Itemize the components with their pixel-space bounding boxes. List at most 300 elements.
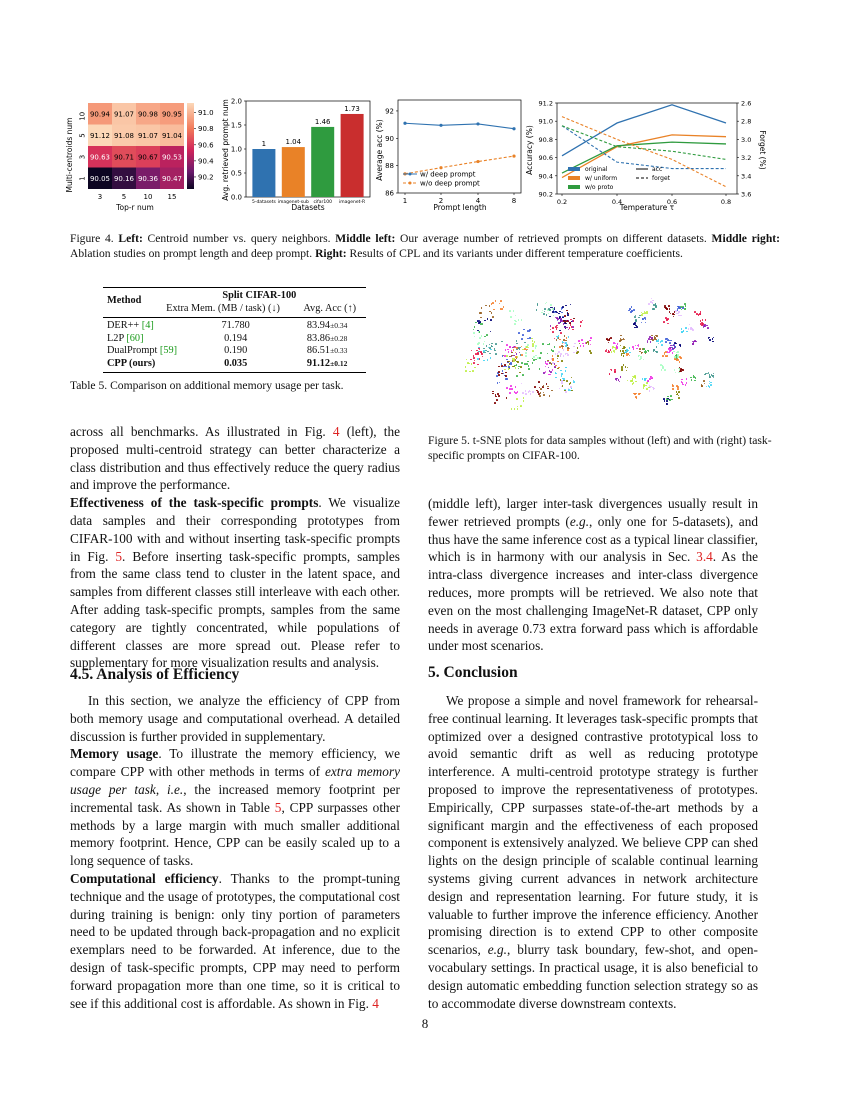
tsne-point	[565, 367, 567, 369]
tsne-point	[567, 314, 569, 316]
temp-y2tick: 3.0	[741, 135, 752, 144]
tsne-point	[509, 392, 511, 394]
table5-row	[103, 358, 366, 371]
tsne-point	[559, 330, 561, 332]
tsne-point	[532, 362, 534, 364]
table5-col-acc: Avg. Acc (↑)	[303, 302, 357, 314]
tsne-point	[516, 364, 518, 366]
line-xtick: 2	[438, 197, 444, 205]
tsne-point	[614, 352, 616, 354]
tsne-point	[478, 347, 480, 349]
tsne-point	[647, 341, 649, 343]
heatmap-ytick: 3	[78, 154, 87, 160]
line-xlabel: Prompt length	[433, 203, 487, 212]
tsne-point	[561, 380, 563, 382]
heatmap-cell-label: 91.07	[113, 110, 135, 119]
tsne-point	[562, 346, 564, 348]
tsne-point	[518, 319, 520, 321]
heatmap-cell-label: 91.08	[113, 131, 135, 140]
tsne-point	[626, 370, 628, 372]
tsne-point	[473, 329, 475, 331]
table5-acc: 91.12±0.12	[306, 357, 348, 369]
tsne-point	[499, 382, 501, 384]
tsne-point	[621, 370, 623, 372]
tsne-point	[673, 316, 675, 318]
table5-citation: [59]	[159, 345, 178, 356]
tsne-point	[492, 302, 494, 304]
bar	[282, 147, 305, 197]
tsne-point	[629, 352, 631, 354]
heatmap-cell-label: 90.71	[113, 153, 135, 162]
tsne-point	[543, 394, 545, 396]
table5-mem: 0.035	[224, 357, 248, 369]
acc-original-line	[562, 105, 726, 156]
tsne-point	[561, 375, 563, 377]
line-legend-nodeep: w/o deep prompt	[420, 179, 480, 188]
tsne-point	[636, 397, 638, 399]
right-para-2: We propose a simple and novel framework for rehearsal-free continual learning. It leverages task-specific prompts that optimized over a designed contrastive prototypical loss to avoid semantic drift as well as reducing prototype interference. A multi-centroid prototype strategy is further proposed to improve the representativeness of prototypes. Empirically, CPP surpasses state-of-the-art methods by a significant margin and the effectiveness of each proposed component is extensively analyzed. We believe CPP can shed lights on the design principle of scalable continual learning systems giving current advances in network architecture design and representation learning. For future study, it is valuable to further improve the inference efficiency. Another promising direction is to extend CPP to other composite scenarios, e.g., blurry task boundary, few-shot, and open-vocabulary settings. In practical usage, it is also beneficial to design automatic embedding function selection strategy so as to accommodate diverse downstream contexts.	[428, 693, 758, 1011]
tsne-point	[548, 367, 550, 369]
tsne-point	[503, 306, 505, 308]
tsne-point	[561, 360, 563, 362]
line-xtick: 1	[402, 197, 408, 205]
tsne-point	[526, 346, 528, 348]
tsne-point	[535, 359, 537, 361]
tsne-point	[704, 383, 706, 385]
tsne-point	[542, 343, 544, 345]
left-para-1: across all benchmarks. As illustrated in Fig. 4 (left), the proposed multi-centroid strategy can better characterize a class distribution and thus effectively reduce the query radius and improve the performance.	[70, 424, 401, 493]
table5-body	[103, 320, 366, 370]
tsne-point	[590, 337, 592, 339]
tsne-point	[537, 357, 539, 359]
tsne-point	[544, 308, 546, 310]
tsne-point	[548, 374, 550, 376]
tsne-point	[557, 358, 559, 360]
forget-original-line	[562, 126, 726, 169]
line-ytick: 86	[385, 189, 394, 198]
tsne-point	[533, 356, 535, 358]
right-para-1: (middle left), larger inter-task divergences usually result in fewer retrieved prompts (e.g., only one for 5-datasets), and thus have the same inference cost as a typical linear classifier, which is in harmony with our analysis in Sec. 3.4. As the intra-class divergence increases and inter-class divergence reduces, more prompts will be retrieved. We also note that even on the most challenging ImageNet-R dataset, CPP only needs in average 0.73 extra forward pass which is affordable under most scenarios.	[428, 496, 758, 654]
tsne-point	[489, 305, 491, 307]
tsne-point	[554, 366, 556, 368]
tsne-point	[668, 352, 670, 354]
tsne-point	[501, 373, 503, 375]
tsne-point	[532, 391, 534, 393]
tsne-point	[534, 386, 536, 388]
tsne-point	[658, 343, 660, 345]
tsne-point	[502, 370, 504, 372]
table5-mem: 0.190	[224, 345, 248, 356]
tsne-point	[538, 381, 540, 383]
tsne-point	[513, 310, 515, 312]
tsne-point	[623, 355, 625, 357]
tsne-point	[686, 331, 688, 333]
tsne-point	[532, 345, 534, 347]
tsne-point	[561, 312, 563, 314]
tsne-point	[685, 305, 687, 307]
tsne-point	[620, 345, 622, 347]
tsne-point	[609, 373, 611, 375]
bar-value-label: 1.04	[285, 138, 302, 147]
tsne-point	[490, 349, 492, 351]
tsne-point	[670, 349, 672, 351]
tsne-point	[680, 357, 682, 359]
tsne-point	[701, 322, 703, 324]
bar-category-label: cifar100	[313, 200, 332, 205]
table5-mem: 0.194	[224, 332, 248, 344]
tsne-point	[565, 391, 567, 393]
bar	[252, 149, 275, 197]
tsne-point	[664, 352, 666, 354]
tsne-point	[494, 350, 496, 352]
tsne-point	[703, 325, 705, 327]
tsne-point	[644, 351, 646, 353]
tsne-point	[557, 361, 559, 363]
bar-ytick: 1.0	[230, 145, 242, 154]
tsne-point	[552, 350, 554, 352]
tsne-point	[495, 300, 497, 302]
tsne-point	[577, 347, 579, 349]
tsne-point	[550, 304, 552, 306]
tsne-point	[646, 388, 648, 390]
temp-legend-forget: forget	[652, 175, 670, 182]
tsne-point	[665, 351, 667, 353]
tsne-point	[676, 394, 678, 396]
table5-mem: 71.780	[221, 320, 250, 331]
tsne-point	[534, 341, 536, 343]
tsne-point	[707, 327, 709, 329]
tsne-point	[627, 367, 629, 369]
tsne-point	[509, 310, 511, 312]
tsne-point	[712, 341, 714, 343]
tsne-point	[643, 359, 645, 361]
tsne-point	[667, 351, 669, 353]
temp-y2tick: 3.4	[741, 172, 752, 181]
tsne-point	[639, 348, 641, 350]
tsne-point	[521, 346, 523, 348]
tsne-point	[525, 352, 527, 354]
tsne-point	[580, 321, 582, 323]
tsne-point	[637, 345, 639, 347]
tsne-point	[521, 383, 523, 385]
tsne-point	[673, 351, 675, 353]
bar-xlabel: Datasets	[291, 203, 325, 212]
tsne-point	[587, 341, 589, 343]
tsne-point	[487, 359, 489, 361]
tsne-point	[524, 363, 526, 365]
fig4-right-text: Results of CPL and its variants under different temperature coefficients.	[349, 247, 683, 260]
heatmap-cell-label: 90.53	[161, 153, 183, 162]
tsne-point	[515, 356, 517, 358]
line-point	[512, 127, 515, 130]
table-5-caption: Table 5. Comparison on additional memory usage per task.	[70, 379, 344, 392]
tsne-point	[653, 308, 655, 310]
tsne-point	[608, 351, 610, 353]
tsne-point	[656, 351, 658, 353]
section-4-5-heading: 4.5. Analysis of Efficiency	[70, 666, 240, 683]
tsne-point	[678, 391, 680, 393]
tsne-point	[519, 372, 521, 374]
tsne-point	[516, 343, 518, 345]
tsne-point	[467, 362, 469, 364]
tsne-point	[543, 392, 545, 394]
tsne-point	[689, 324, 691, 326]
temp-legend-proto: w/o proto	[585, 184, 614, 191]
tsne-point	[608, 339, 610, 341]
tsne-point	[573, 381, 575, 383]
line-point	[512, 154, 515, 157]
tsne-point	[516, 340, 518, 342]
table5-col-mem: Extra Mem. (MB / task) (↓)	[166, 302, 280, 314]
table5-method: CPP (ours)	[107, 357, 156, 369]
tsne-point	[544, 311, 546, 313]
heatmap-cell-label: 90.95	[161, 110, 183, 119]
tsne-point	[495, 396, 497, 398]
tsne-point	[694, 380, 696, 382]
bar-ytick: 2.0	[230, 97, 242, 106]
tsne-point	[571, 377, 573, 379]
tsne-point	[670, 395, 672, 397]
tsne-point	[580, 345, 582, 347]
tsne-point	[559, 388, 561, 390]
tsne-point	[510, 385, 512, 387]
tsne-point	[482, 356, 484, 358]
table5-acc: 83.94±0.34	[306, 320, 348, 331]
tsne-point	[704, 374, 706, 376]
temp-legend-uniform: w/ uniform	[585, 175, 618, 182]
tsne-point	[670, 340, 672, 342]
temp-ytick: 90.8	[538, 135, 553, 144]
tsne-point	[562, 317, 564, 319]
tsne-point	[633, 348, 635, 350]
heatmap-cell-label: 90.63	[89, 153, 111, 162]
tsne-point	[613, 342, 615, 344]
tsne-point	[490, 331, 492, 333]
tsne-point	[522, 374, 524, 376]
tsne-point	[511, 388, 513, 390]
tsne-point	[681, 331, 683, 333]
tsne-point	[608, 342, 610, 344]
tsne-point	[665, 341, 667, 343]
tsne-point	[620, 335, 622, 337]
tsne-point	[518, 368, 520, 370]
tsne-point	[526, 350, 528, 352]
tsne-point	[481, 353, 483, 355]
tsne-point	[558, 313, 560, 315]
tsne-point	[685, 384, 687, 386]
fig4-right-label: Right:	[315, 247, 347, 260]
tsne-point	[710, 382, 712, 384]
tsne-point	[525, 390, 527, 392]
heatmap-colorbar-tick: 90.2	[198, 173, 214, 182]
deep-prompt-line	[405, 123, 514, 128]
heatmap-cell-label: 91.12	[89, 131, 111, 140]
tsne-point	[663, 321, 665, 323]
temp-xlabel: Temperature τ	[619, 203, 675, 212]
tsne-point	[521, 319, 523, 321]
tsne-point	[532, 350, 534, 352]
tsne-point	[702, 319, 704, 321]
tsne-point	[537, 304, 539, 306]
tsne-point	[539, 395, 541, 397]
table5-method: DualPrompt	[107, 345, 160, 356]
tsne-point	[474, 360, 476, 362]
line-ytick: 90	[385, 134, 394, 143]
tsne-point	[521, 362, 523, 364]
tsne-point	[688, 328, 690, 330]
tsne-point	[634, 316, 636, 318]
tsne-point	[699, 313, 701, 315]
temp-xtick: 0.8	[720, 198, 732, 206]
tsne-point	[674, 358, 676, 360]
tsne-point	[523, 400, 525, 402]
tsne-point	[581, 339, 583, 341]
tsne-point	[495, 353, 497, 355]
tsne-point	[713, 377, 715, 379]
tsne-point	[646, 382, 648, 384]
tsne-point	[540, 388, 542, 390]
tsne-point	[560, 355, 562, 357]
tsne-point	[546, 383, 548, 385]
tsne-point	[656, 335, 658, 337]
line-point	[439, 124, 442, 127]
heatmap-cell-label: 91.04	[161, 131, 183, 140]
tsne-point	[669, 342, 671, 344]
tsne-point	[692, 328, 694, 330]
tsne-point	[633, 309, 635, 311]
tsne-point	[539, 368, 541, 370]
tsne-point	[667, 308, 669, 310]
temp-legend	[568, 166, 671, 191]
tsne-point	[590, 344, 592, 346]
tsne-point	[484, 336, 486, 338]
heatmap-cell-label: 90.94	[89, 110, 111, 119]
tsne-point	[574, 343, 576, 345]
table5-row	[103, 345, 366, 358]
tsne-point	[479, 321, 481, 323]
tsne-point	[549, 343, 551, 345]
tsne-point	[708, 337, 710, 339]
tsne-point	[501, 363, 503, 365]
tsne-point	[506, 387, 508, 389]
tsne-point	[506, 359, 508, 361]
fig4-midleft-label: Middle left:	[335, 232, 396, 245]
tsne-point	[558, 322, 560, 324]
tsne-point	[712, 338, 714, 340]
tsne-point	[622, 348, 624, 350]
right-column-top	[428, 495, 758, 655]
tsne-point	[511, 408, 513, 410]
heatmap-colorbar-tick: 90.4	[198, 157, 214, 166]
tsne-point	[521, 338, 523, 340]
tsne-point	[610, 337, 612, 339]
tsne-point	[683, 330, 685, 332]
heatmap-colorbar-tick: 90.6	[198, 141, 214, 150]
tsne-point	[481, 307, 483, 309]
tsne-point	[668, 340, 670, 342]
tsne-point	[498, 371, 500, 373]
tsne-point	[546, 302, 548, 304]
heatmap-colorbar-tick: 91.0	[198, 109, 214, 118]
temp-y2tick: 3.2	[741, 154, 752, 163]
tsne-point	[710, 384, 712, 386]
tsne-point	[484, 320, 486, 322]
tsne-point	[651, 335, 653, 337]
bar-value-label: 1.46	[314, 117, 331, 126]
tsne-point	[477, 330, 479, 332]
tsne-point	[513, 349, 515, 351]
tsne-point	[580, 325, 582, 327]
tsne-point	[552, 359, 554, 361]
tsne-point	[561, 382, 563, 384]
tsne-point	[645, 322, 647, 324]
tsne-point	[505, 378, 507, 380]
bar-value-label: 1	[261, 140, 267, 148]
tsne-point	[706, 325, 708, 327]
tsne-point	[679, 361, 681, 363]
tsne-point	[475, 322, 477, 324]
table5-row	[103, 333, 366, 346]
bar-value-label: 1.73	[344, 104, 360, 113]
tsne-point	[481, 335, 483, 337]
tsne-point	[556, 339, 558, 341]
tsne-point	[479, 331, 481, 333]
tsne-point	[549, 316, 551, 318]
fig4-left-text: Centroid number vs. query neighbors.	[147, 232, 331, 245]
tsne-point	[519, 352, 521, 354]
heatmap-cell-label: 91.07	[137, 131, 159, 140]
tsne-point	[477, 364, 479, 366]
heatmap-chart	[65, 103, 214, 212]
bar-ytick: 0.5	[230, 169, 242, 178]
tsne-point	[501, 308, 503, 310]
bar	[311, 127, 334, 197]
left-para-3: In this section, we analyze the efficiency of CPP from both memory usage and computational overhead. A detailed discussion is further provided in supplementary.	[70, 693, 400, 744]
tsne-point	[573, 320, 575, 322]
tsne-point	[560, 353, 562, 355]
tsne-point	[548, 313, 550, 315]
tsne-point	[506, 397, 508, 399]
temp-xtick: 0.4	[611, 198, 623, 206]
tsne-point	[656, 346, 658, 348]
tsne-point	[562, 306, 564, 308]
tsne-point	[566, 310, 568, 312]
tsne-point	[570, 382, 572, 384]
tsne-point	[523, 397, 525, 399]
tsne-point	[491, 345, 493, 347]
tsne-point	[497, 393, 499, 395]
tsne-point	[505, 372, 507, 374]
tsne-point	[556, 312, 558, 314]
heatmap-xtick: 10	[143, 193, 153, 201]
tsne-point	[703, 380, 705, 382]
tsne-point	[492, 391, 494, 393]
tsne-point	[515, 386, 517, 388]
left-column-bottom	[70, 692, 400, 1012]
tsne-point	[492, 316, 494, 318]
temp-legend-original: original	[585, 166, 608, 173]
tsne-point	[676, 352, 678, 354]
tsne-point	[643, 384, 645, 386]
bar-category-label: imagenet-R	[339, 200, 366, 205]
tsne-point	[552, 308, 554, 310]
temp-xtick: 0.6	[666, 198, 678, 206]
tsne-point	[672, 352, 674, 354]
tsne-point	[498, 366, 500, 368]
tsne-point	[509, 356, 511, 358]
heatmap-xtick: 5	[121, 193, 127, 201]
tsne-point	[522, 334, 524, 336]
